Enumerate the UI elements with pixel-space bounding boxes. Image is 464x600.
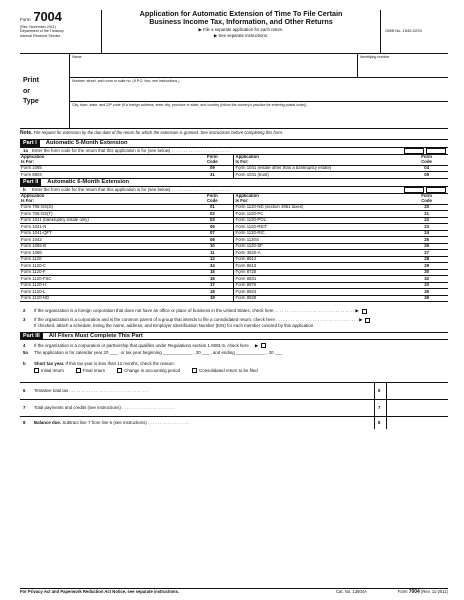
part-2-tag: Part II	[20, 179, 41, 186]
form-code: 01	[191, 204, 234, 211]
part-1-title: Automatic 5-Month Extension	[45, 139, 128, 146]
col-application: Application Is For:	[20, 155, 191, 166]
form-code: 15	[191, 269, 234, 276]
application-name: Form 1120-ND	[20, 295, 191, 302]
form-footer	[20, 588, 448, 596]
print-word: Print	[23, 77, 39, 84]
col-form-code: Form Code	[191, 155, 234, 166]
line-1a-text: Enter the form code for the return that this application is for (see below) . . . . . . . . . . . . . . . . . . . . . . . .	[32, 148, 229, 154]
col-application-2: Application Is For:	[234, 155, 405, 166]
service: Internal Revenue Service	[20, 33, 61, 38]
form-word: Form	[20, 17, 31, 22]
footer-revision: (Rev. 11-2011)	[421, 589, 448, 594]
change-accounting-period-label: Change in accounting period	[124, 367, 181, 373]
question-4-checkbox[interactable]	[261, 343, 266, 348]
name-row	[70, 54, 448, 78]
line-1b-label: b	[23, 187, 26, 193]
line-6-number: 6	[23, 388, 26, 394]
name-address-block	[20, 54, 448, 129]
question-5a-text[interactable]: The application is for calendar year 20 ___ , or tax year beginning ____________ , 20 ___ , and ending ____________ , 20 ___	[34, 350, 283, 355]
form-code: 08	[191, 237, 234, 244]
question-3-checkbox[interactable]	[365, 318, 370, 323]
form-code-input-1a-2[interactable]	[426, 148, 446, 154]
application-name: Form 1120-L	[20, 289, 191, 296]
form-title-block	[102, 10, 380, 53]
change-accounting-period-checkbox[interactable]	[117, 368, 122, 373]
form-code: 32	[405, 276, 448, 283]
line-7	[20, 399, 448, 416]
form-code: 06	[191, 224, 234, 231]
part-2-code-table	[20, 194, 448, 303]
question-3-subtext: If checked, attach a schedule, listing the name, address, and Employer Identification Number (EIN) for each member covered by this application.	[34, 323, 315, 329]
application-name: Form 1042	[20, 237, 191, 244]
initial-return-label: Initial return	[41, 367, 64, 373]
form-code: 34	[191, 263, 234, 270]
application-name: Form 1120S	[234, 237, 405, 244]
question-5b-number: b	[23, 360, 26, 366]
application-name: Form 1041 (bankruptcy estate only)	[20, 217, 191, 224]
question-2-text: If the organization is a foreign corporation that does not have an office or place of business in the United States, check here . . . . . . . . . . . . . . . . . . . . . . . . . . . . . . . . . ▶	[34, 308, 359, 314]
form-code: 25	[405, 237, 448, 244]
form-code: 18	[191, 289, 234, 296]
form-code: 36	[405, 295, 448, 302]
application-name: Form 1120-PC	[234, 211, 405, 218]
application-name: Form 1041-QFT	[20, 230, 191, 237]
question-5a	[20, 350, 448, 356]
reason-initial-return[interactable]	[34, 368, 64, 374]
form-title-line-1: Application for Automatic Extension of Time To File Certain	[139, 9, 343, 18]
form-code-input-1b-2[interactable]	[426, 187, 446, 193]
form-code: 22	[405, 217, 448, 224]
question-2-checkbox[interactable]	[362, 309, 367, 314]
catalog-number: Cat. No. 13804A	[336, 589, 367, 594]
reason-consolidated-return[interactable]	[192, 368, 258, 374]
form-code: 23	[405, 224, 448, 231]
application-name: Form 1120	[20, 256, 191, 263]
note-label: Note.	[20, 130, 33, 136]
form-id-block	[20, 10, 102, 53]
application-name: Form 8928	[234, 295, 405, 302]
application-name: Form 3520-A	[234, 250, 405, 257]
form-code: 11	[191, 250, 234, 257]
form-code: 29	[405, 263, 448, 270]
line-7-text: Total payments and credits (see instructions) . . . . . . . . . . . . . . . . . . . . . .	[34, 405, 175, 411]
application-name: Form 1120-SF	[234, 243, 405, 250]
line-1a	[20, 148, 448, 155]
application-name: Form 8725	[234, 269, 405, 276]
name-field[interactable]	[70, 54, 358, 77]
part-2-header	[20, 179, 448, 187]
form-code: 09	[191, 165, 234, 172]
line-6	[20, 382, 448, 399]
application-name: Form 1065	[20, 165, 191, 172]
form-code: 16	[191, 276, 234, 283]
footer-form-number: 7004	[408, 589, 420, 595]
city-state-zip-field[interactable]	[70, 102, 448, 128]
question-2-number: 2	[23, 308, 26, 314]
application-name: Form 1041-N	[20, 224, 191, 231]
col-form-code: Form Code	[191, 194, 234, 205]
form-number: 7004	[33, 9, 62, 24]
form-code: 24	[405, 230, 448, 237]
form-code: 26	[405, 243, 448, 250]
form-code: 27	[405, 250, 448, 257]
part-3-header	[20, 332, 448, 340]
question-2	[20, 308, 448, 314]
line-6-text: Tentative total tax . . . . . . . . . . . . . . . . . . . . . . . . . . . . . . . . .	[34, 388, 149, 394]
revision-date: (Rev. November 2011)	[20, 24, 56, 29]
application-name: Form 1120-RIC	[234, 230, 405, 237]
form-header	[20, 10, 448, 54]
question-4-text: If the organization is a corporation or partnership that qualifies under Regulations section 1.6081-5, check here . . ▶	[34, 343, 259, 349]
application-name: Form 1120-F	[20, 269, 191, 276]
application-name: Form 1120-POL	[234, 217, 405, 224]
application-name: Form 8924	[234, 289, 405, 296]
short-tax-year-label: Short tax year.	[34, 360, 65, 366]
line-1b	[20, 187, 448, 194]
form-code-input-1b[interactable]	[404, 187, 424, 193]
consolidated-return-checkbox[interactable]	[192, 368, 197, 373]
part-1-header	[20, 140, 448, 148]
form-code: 17	[191, 282, 234, 289]
application-name: Form 1120-FSC	[20, 276, 191, 283]
question-5b-text: If this tax year is less than 12 months, check the reason:	[65, 360, 175, 366]
form-code: 31	[191, 172, 234, 179]
identifying-number-label: Identifying number	[360, 55, 390, 59]
line-8-number: 8	[23, 420, 26, 426]
amount-lines	[20, 382, 448, 429]
footer-form-id	[396, 590, 448, 596]
balance-due-label: Balance due.	[34, 420, 62, 426]
application-name: Form 1041 (trust)	[234, 172, 405, 179]
print-or-type-label	[20, 54, 70, 128]
question-3-text: If the organization is a corporation and is the common parent of a group that intends to file a consolidated return, check here . . . . . . . . . . . . . . . . . . . . . . . . . . . . . . . . . . ▶	[34, 317, 363, 323]
line-8-text: Subtract line 7 from line 6 (see instructions) . . . . . . . . . . . . . . . . .	[62, 420, 189, 426]
question-3-number: 3	[23, 317, 26, 323]
line-8	[20, 416, 448, 429]
col-form-code-2: Form Code	[405, 155, 448, 166]
footer-form-word: Form	[397, 589, 408, 594]
application-name: Form 706-GS(D)	[20, 204, 191, 211]
question-5b	[20, 361, 448, 367]
application-name: Form 8876	[234, 282, 405, 289]
col-form-code-2: Form Code	[405, 194, 448, 205]
line-8-box-number: 8	[374, 417, 386, 429]
form-code: 21	[405, 211, 448, 218]
note-text: File request for extension by the due date of the return for which the extension is granted. See instructions before completing this form.	[33, 130, 283, 135]
application-name: Form 1120-REIT	[234, 224, 405, 231]
table-row	[20, 172, 448, 179]
application-name: Form 8804	[20, 172, 191, 179]
identifying-number-field[interactable]	[358, 54, 448, 77]
final-return-label: Final return	[82, 367, 106, 373]
line-7-amount-input[interactable]	[386, 400, 448, 416]
line-8-amount-input[interactable]	[386, 417, 448, 429]
street-address-field[interactable]	[70, 78, 448, 102]
question-5a-number: 5a	[23, 350, 28, 355]
note	[20, 129, 448, 140]
reason-change-accounting-period[interactable]	[117, 368, 180, 374]
form-code: 07	[191, 230, 234, 237]
application-name: Form 1120-H	[20, 282, 191, 289]
application-name: Form 8613	[234, 263, 405, 270]
final-return-checkbox[interactable]	[76, 368, 81, 373]
form-code: 33	[405, 282, 448, 289]
form-code: 20	[405, 204, 448, 211]
reason-final-return[interactable]	[76, 368, 105, 374]
application-name: Form 8612	[234, 256, 405, 263]
or-word: or	[23, 87, 30, 95]
name-label: Name	[72, 55, 82, 59]
part-1-code-table	[20, 155, 448, 179]
application-name: Form 1041 (estate other than a bankruptcy estate)	[234, 165, 405, 172]
line-6-box-number: 6	[374, 383, 386, 399]
application-name: Form 8831	[234, 276, 405, 283]
form-code: 28	[405, 256, 448, 263]
application-name: Form 1065-B	[20, 243, 191, 250]
omb-number: OMB No. 1545-0233	[380, 10, 448, 53]
type-word: Type	[23, 98, 39, 105]
line-1b-text: Enter the form code for the return that this application is for (see below) . . . . . . . . . . . . . . . . . . . . . . . .	[32, 187, 229, 193]
table-row	[20, 295, 448, 302]
line-6-amount-input[interactable]	[386, 383, 448, 399]
street-label: Number, street, and room or suite no. (If P.O. box, see instructions.)	[72, 79, 180, 83]
form-code: 12	[191, 256, 234, 263]
department: Department of the Treasury	[20, 29, 64, 34]
name-fields	[70, 54, 448, 128]
line-7-number: 7	[23, 405, 26, 411]
form-code-input-1a[interactable]	[404, 148, 424, 154]
application-name: Form 1120-ND (section 4951 taxes)	[234, 204, 405, 211]
application-name: Form 706-GS(T)	[20, 211, 191, 218]
city-label: City, town, state, and ZIP code (If a foreign address, enter city, province or state, and country (follow the country's practice for entering postal code)).	[72, 103, 308, 107]
form-code: 35	[405, 289, 448, 296]
part-3-title: All Filers Must Complete This Part	[48, 332, 143, 339]
form-code: 02	[191, 211, 234, 218]
form-title-line-2: Business Income Tax, Information, and Other Returns	[149, 17, 333, 27]
application-name: Form 1120-C	[20, 263, 191, 270]
col-application-2: Application Is For:	[234, 194, 405, 205]
question-4-number: 4	[23, 343, 26, 349]
short-year-reasons	[20, 368, 448, 374]
privacy-notice: For Privacy Act and Paperwork Reduction Act Notice, see separate instructions.	[20, 589, 180, 594]
question-3	[20, 317, 448, 329]
form-code: 19	[191, 295, 234, 302]
initial-return-checkbox[interactable]	[34, 368, 39, 373]
consolidated-return-label: Consolidated return to be filed	[199, 367, 258, 373]
form-code: 30	[405, 269, 448, 276]
part-2-title: Automatic 6-Month Extension	[47, 178, 130, 185]
instruction-1: ▶ File a separate application for each return.	[198, 26, 284, 32]
application-name: Form 1066	[20, 250, 191, 257]
form-code: 05	[405, 172, 448, 179]
col-application: Application Is For:	[20, 194, 191, 205]
question-4	[20, 343, 448, 349]
form-code: 04	[405, 165, 448, 172]
instruction-2: ▶ See separate instructions.	[213, 32, 269, 38]
part-3-tag: Part III	[20, 333, 43, 340]
line-7-box-number: 7	[374, 400, 386, 416]
line-1a-label: 1a	[23, 148, 28, 154]
form-code: 10	[191, 243, 234, 250]
form-code: 03	[191, 217, 234, 224]
part-1-tag: Part I	[20, 140, 40, 147]
